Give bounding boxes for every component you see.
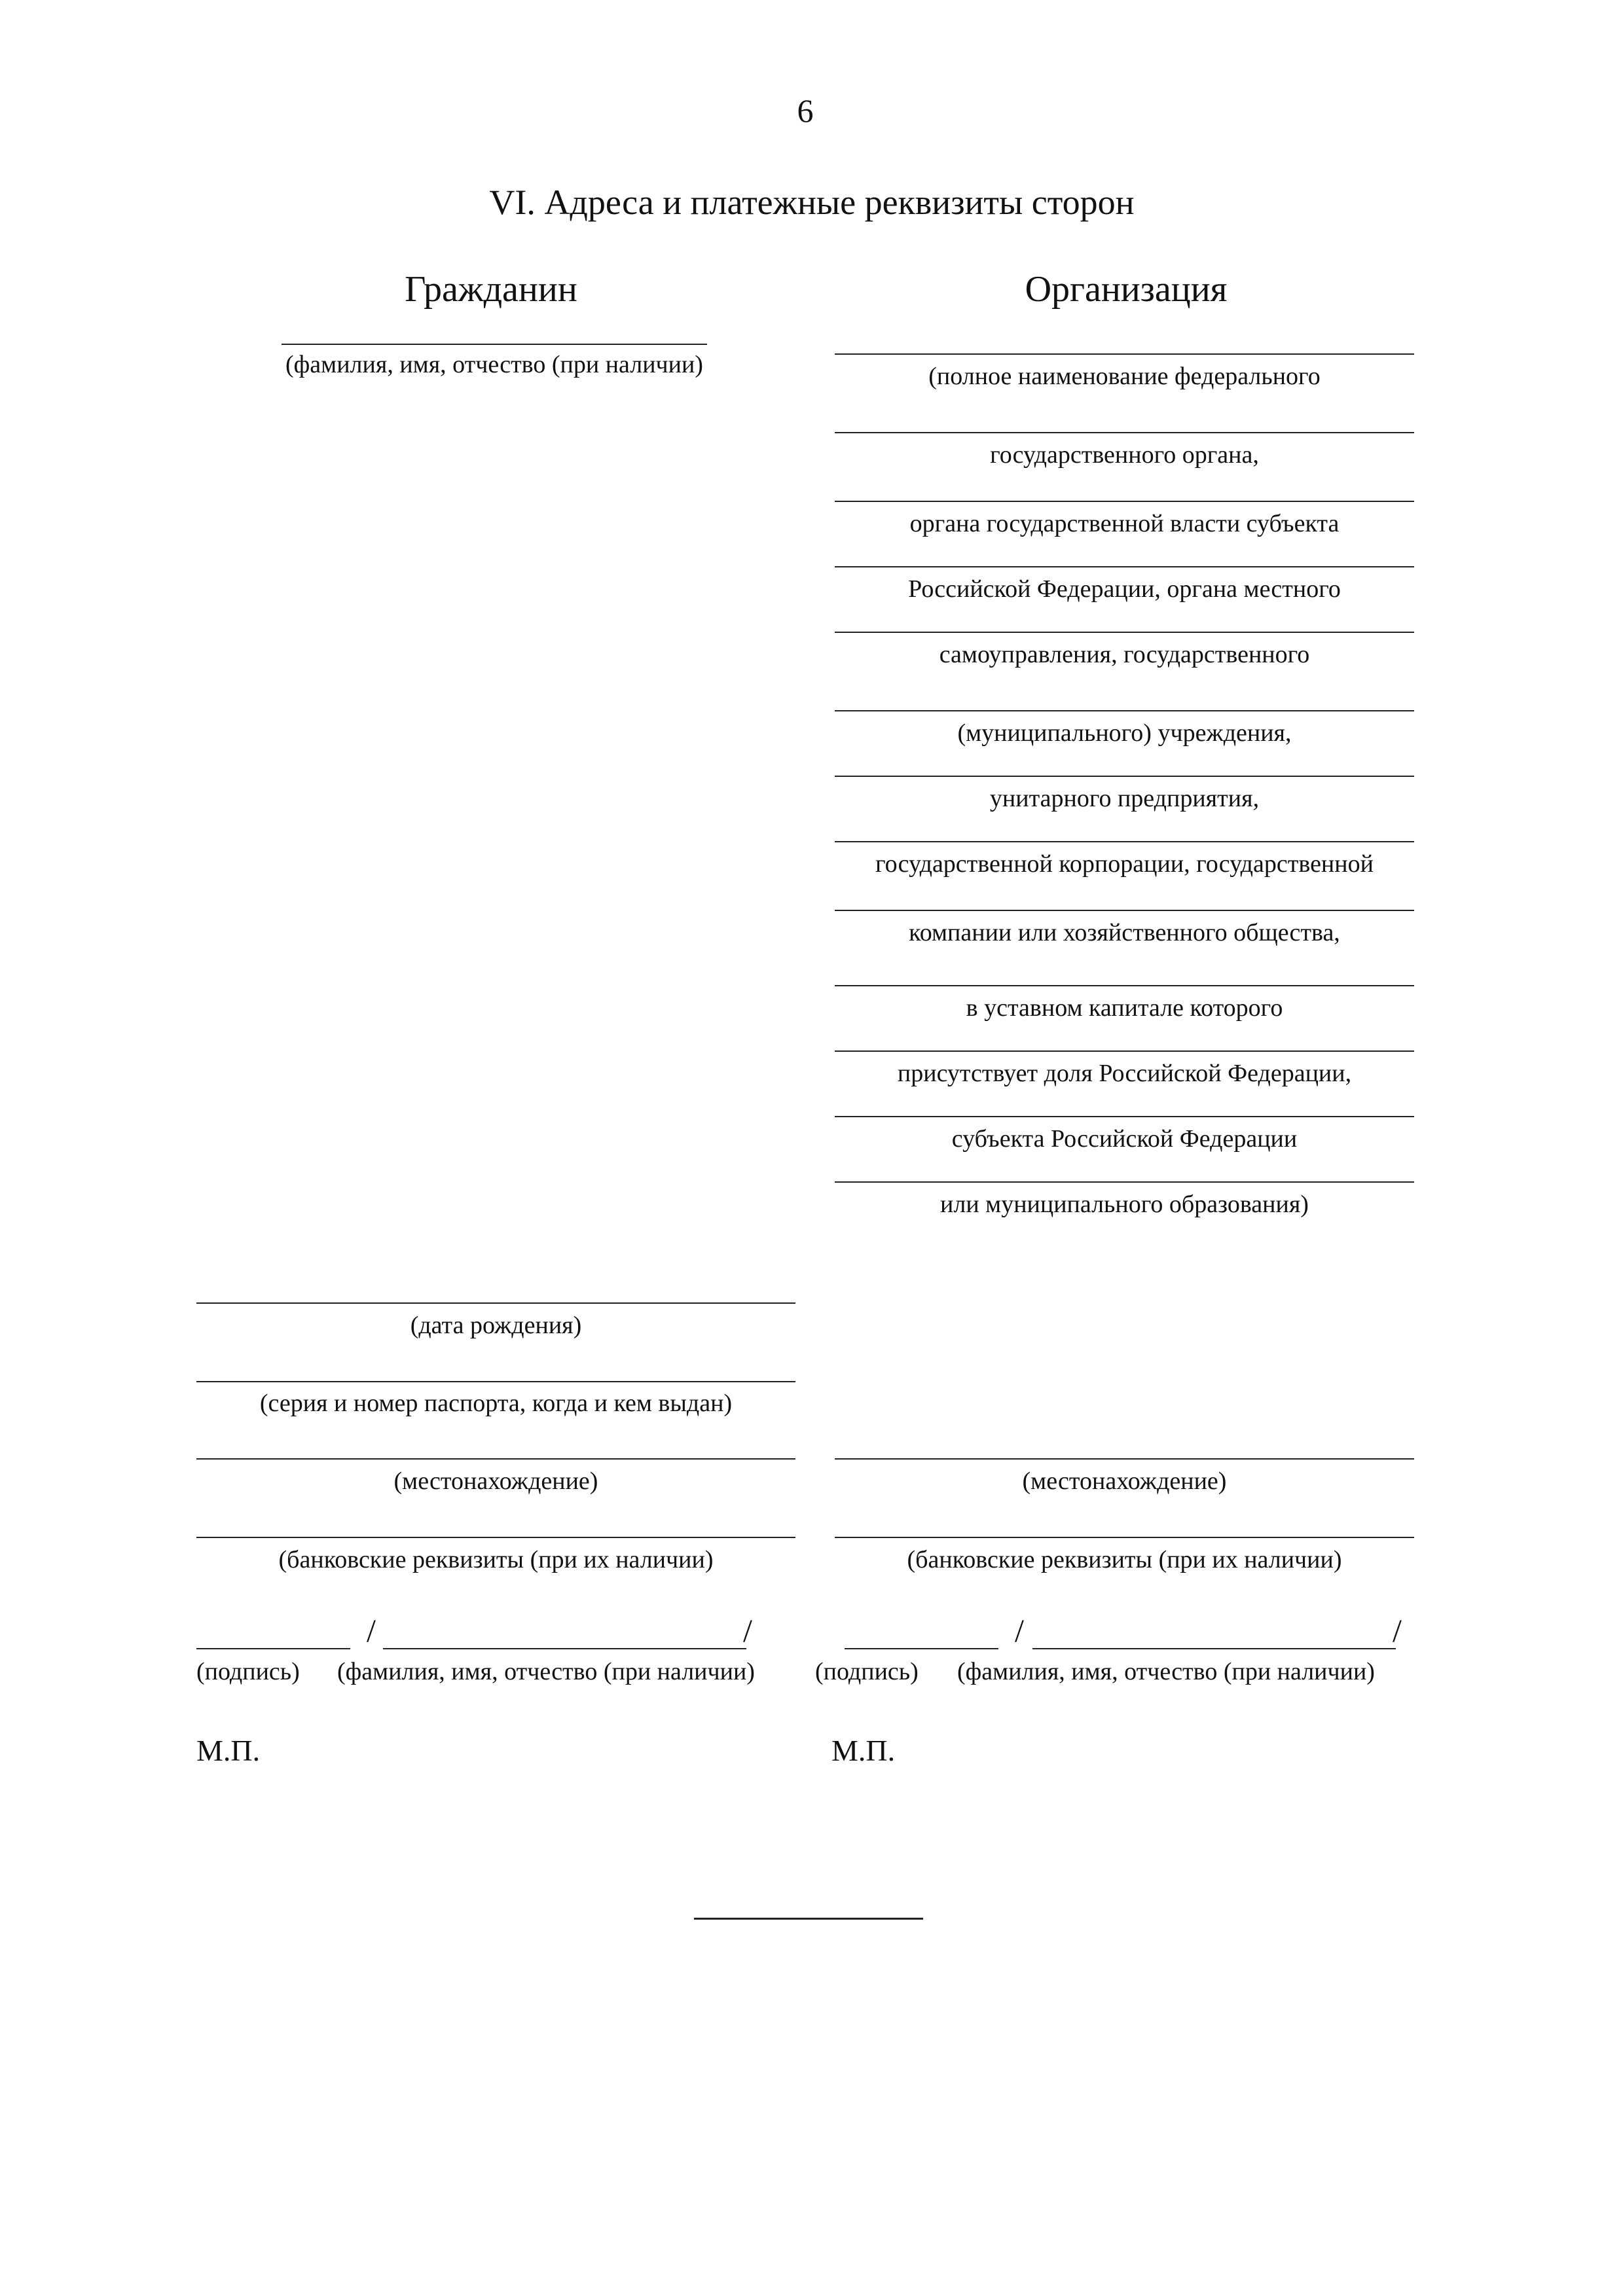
- citizen-name-caption: (фамилия, имя, отчество (при наличии): [285, 351, 703, 378]
- org-signature-caption: (подпись): [815, 1658, 919, 1685]
- org-name-caption-line: унитарного предприятия,: [989, 785, 1260, 812]
- citizen-seal-label: М.П.: [196, 1734, 261, 1767]
- org-name-line[interactable]: [835, 1116, 1414, 1117]
- org-name-line[interactable]: [835, 566, 1414, 567]
- org-name-line[interactable]: [835, 1181, 1414, 1183]
- citizen-heading: Гражданин: [405, 269, 577, 310]
- citizen-signatory-name-line[interactable]: [383, 1648, 746, 1649]
- org-location-line[interactable]: [835, 1458, 1414, 1460]
- section-title: VI. Адреса и платежные реквизиты сторон: [489, 183, 1135, 222]
- citizen-passport-line[interactable]: [196, 1381, 795, 1382]
- citizen-signature-slash-left: /: [367, 1612, 376, 1649]
- org-name-caption-line: самоуправления, государственного: [939, 641, 1310, 668]
- org-name-line[interactable]: [835, 985, 1414, 986]
- org-name-line[interactable]: [835, 710, 1414, 711]
- closing-rule: [694, 1918, 923, 1920]
- org-name-caption-line: присутствует доля Российской Федерации,: [897, 1060, 1352, 1087]
- citizen-bank-line[interactable]: [196, 1537, 795, 1538]
- org-bank-caption: (банковские реквизиты (при их наличии): [907, 1546, 1342, 1573]
- org-name-line[interactable]: [835, 353, 1414, 355]
- org-signature-line[interactable]: [845, 1648, 998, 1649]
- org-seal-label: М.П.: [831, 1734, 896, 1767]
- org-name-caption-line: (муниципального) учреждения,: [957, 719, 1292, 747]
- organization-heading: Организация: [1025, 269, 1228, 310]
- citizen-signature-slash-right: /: [743, 1612, 752, 1649]
- org-name-line[interactable]: [835, 776, 1414, 777]
- citizen-location-caption: (местонахождение): [393, 1467, 598, 1495]
- org-signatory-name-caption: (фамилия, имя, отчество (при наличии): [957, 1658, 1375, 1685]
- citizen-signature-line[interactable]: [196, 1648, 350, 1649]
- page-number: 6: [797, 92, 814, 129]
- org-name-caption-line: Российской Федерации, органа местного: [908, 575, 1341, 603]
- org-signatory-name-line[interactable]: [1032, 1648, 1396, 1649]
- org-name-caption-line: органа государственной власти субъекта: [909, 510, 1340, 537]
- org-name-caption-line: компании или хозяйственного общества,: [909, 919, 1340, 946]
- org-name-caption-line: или муниципального образования): [940, 1191, 1309, 1218]
- org-name-line[interactable]: [835, 1050, 1414, 1052]
- citizen-signature-caption: (подпись): [196, 1658, 300, 1685]
- org-name-caption-line: государственной корпорации, государственной: [875, 850, 1374, 878]
- citizen-name-line[interactable]: [282, 344, 707, 345]
- citizen-passport-caption: (серия и номер паспорта, когда и кем выдан): [259, 1390, 733, 1417]
- org-bank-line[interactable]: [835, 1537, 1414, 1538]
- org-name-caption-line: государственного органа,: [990, 441, 1259, 469]
- org-name-line[interactable]: [835, 841, 1414, 842]
- org-signature-slash-right: /: [1393, 1612, 1402, 1649]
- org-name-caption-line: (полное наименование федерального: [928, 363, 1321, 390]
- org-name-line[interactable]: [835, 632, 1414, 633]
- org-name-caption-line: в уставном капитале которого: [966, 994, 1283, 1022]
- citizen-birth-date-caption: (дата рождения): [410, 1312, 582, 1339]
- org-name-line[interactable]: [835, 432, 1414, 433]
- org-name-caption-line: субъекта Российской Федерации: [951, 1125, 1298, 1153]
- org-name-line[interactable]: [835, 910, 1414, 911]
- citizen-birth-date-line[interactable]: [196, 1302, 795, 1304]
- citizen-bank-caption: (банковские реквизиты (при их наличии): [278, 1546, 714, 1573]
- org-name-line[interactable]: [835, 501, 1414, 502]
- org-location-caption: (местонахождение): [1022, 1467, 1227, 1495]
- citizen-location-line[interactable]: [196, 1458, 795, 1460]
- org-signature-slash-left: /: [1015, 1612, 1024, 1649]
- citizen-signatory-name-caption: (фамилия, имя, отчество (при наличии): [337, 1658, 755, 1685]
